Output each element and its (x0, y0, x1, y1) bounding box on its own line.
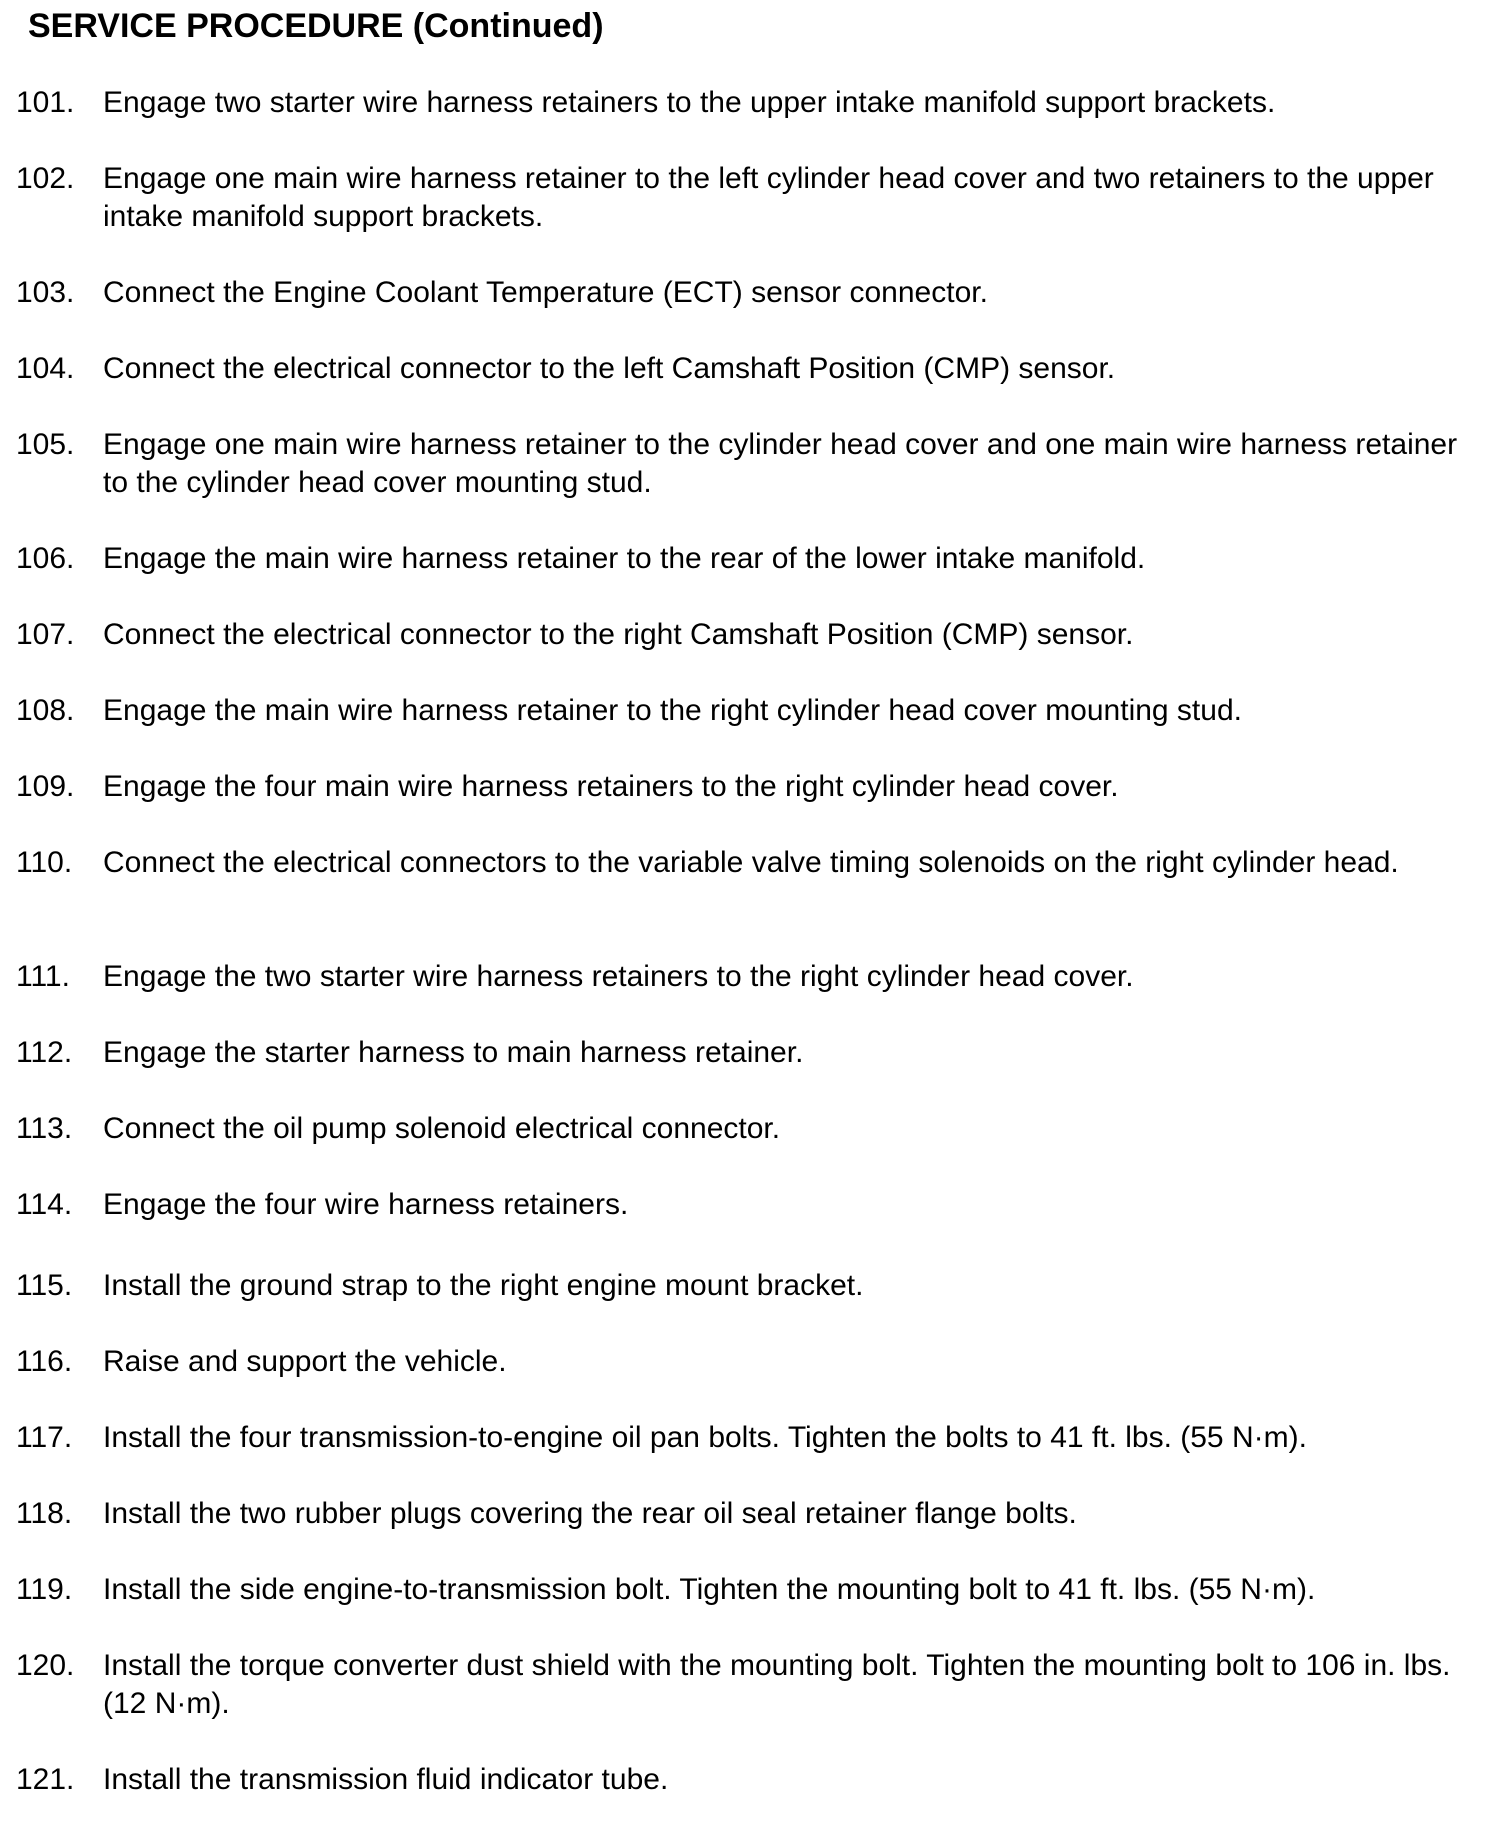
step-text: Engage the four wire harness retainers. (103, 1188, 629, 1221)
step-text: Engage the main wire harness retainer to the rear of the lower intake manifold. (103, 542, 1146, 575)
step-text: Connect the electrical connectors to the variable valve timing solenoids on the right cylinder head. (103, 846, 1399, 879)
step-number: 116. (16, 1345, 73, 1378)
step-number: 104. (16, 352, 75, 385)
step-number: 101. (16, 86, 75, 119)
step-number: 114. (16, 1188, 73, 1221)
step-number: 119. (16, 1573, 73, 1606)
step-text: Connect the oil pump solenoid electrical connector. (103, 1112, 781, 1145)
step-text: Install the four transmission-to-engine oil pan bolts. Tighten the bolts to 41 ft. lbs. (55 N·m). (103, 1421, 1307, 1454)
step-number: 115. (16, 1269, 73, 1302)
step-text: Raise and support the vehicle. (103, 1345, 507, 1378)
step-text: Install the ground strap to the right engine mount bracket. (103, 1269, 864, 1302)
step-number: 103. (16, 276, 75, 309)
step-number: 111. (16, 960, 70, 993)
step-number: 105. (16, 428, 75, 461)
step-text: Engage the starter harness to main harness retainer. (103, 1036, 804, 1069)
step-number: 113. (16, 1112, 73, 1145)
step-number: 110. (16, 846, 73, 879)
step-number: 108. (16, 694, 75, 727)
step-number: 120. (16, 1649, 75, 1682)
step-text: Engage the two starter wire harness retainers to the right cylinder head cover. (103, 960, 1134, 993)
step-number: 112. (16, 1036, 73, 1069)
step-text: Engage one main wire harness retainer to the cylinder head cover and one main wire harness retainer to the cylinder head cover mounting stud. (103, 428, 1458, 499)
step-number: 118. (16, 1497, 73, 1530)
step-number: 106. (16, 542, 75, 575)
step-text: Connect the electrical connector to the right Camshaft Position (CMP) sensor. (103, 618, 1134, 651)
step-number: 117. (16, 1421, 73, 1454)
step-text: Engage two starter wire harness retainers to the upper intake manifold support brackets. (103, 86, 1276, 119)
step-number: 121. (16, 1763, 75, 1796)
step-text: Install the side engine-to-transmission bolt. Tighten the mounting bolt to 41 ft. lbs. (55 N·m). (103, 1573, 1316, 1606)
step-text: Connect the electrical connector to the left Camshaft Position (CMP) sensor. (103, 352, 1116, 385)
step-text: Install the transmission fluid indicator tube. (103, 1763, 669, 1796)
step-text: Engage one main wire harness retainer to the left cylinder head cover and two retainers to the upper intake manifold support brackets. (103, 162, 1434, 233)
step-text: Engage the four main wire harness retainers to the right cylinder head cover. (103, 770, 1119, 803)
step-text: Connect the Engine Coolant Temperature (ECT) sensor connector. (103, 276, 988, 309)
step-text: Install the torque converter dust shield with the mounting bolt. Tighten the mounting bolt to 106 in. lbs. (12 N·m). (103, 1649, 1451, 1720)
step-number: 107. (16, 618, 75, 651)
step-text: Install the two rubber plugs covering the rear oil seal retainer flange bolts. (103, 1497, 1077, 1530)
page-title: SERVICE PROCEDURE (Continued) (28, 7, 604, 45)
step-number: 102. (16, 162, 75, 195)
step-number: 109. (16, 770, 75, 803)
step-text: Engage the main wire harness retainer to the right cylinder head cover mounting stud. (103, 694, 1242, 727)
